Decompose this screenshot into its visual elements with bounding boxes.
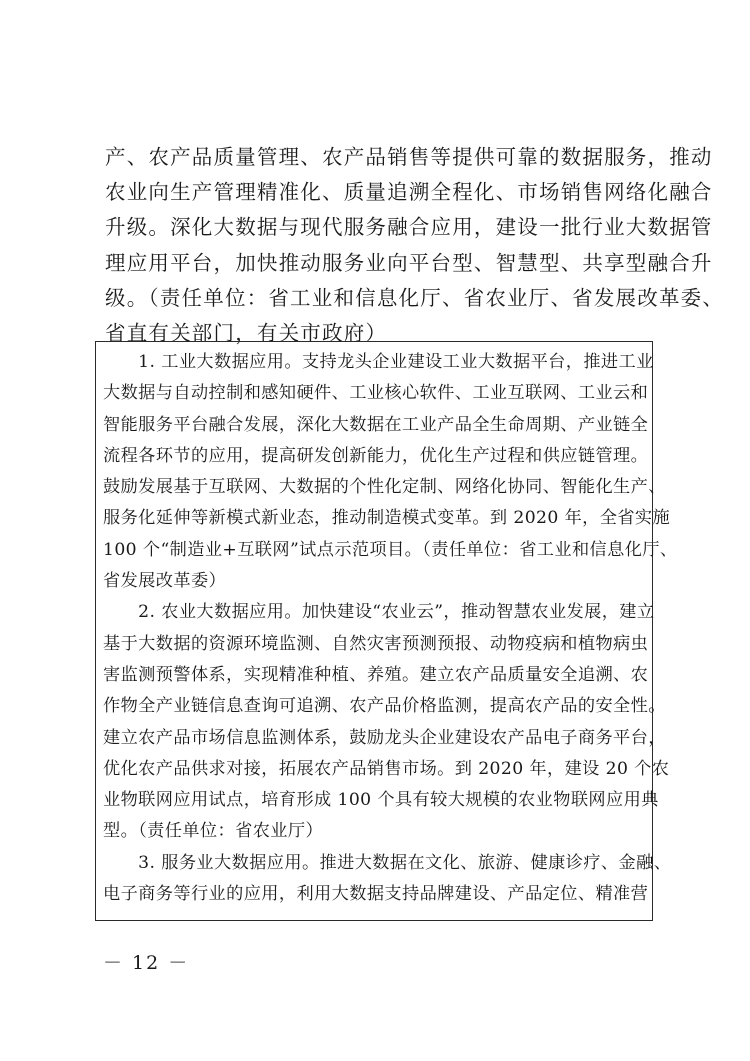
text-line: 升级。深化大数据与现代服务融合应用，建设一批行业大数据管 xyxy=(105,215,713,240)
box-text-line: 鼓励发展基于互联网、大数据的个性化定制、网络化协同、智能化生产、 xyxy=(103,477,666,498)
box-text-line: 电子商务等行业的应用，利用大数据支持品牌建设、产品定位、精准营 xyxy=(103,884,649,905)
box-text-line: 业物联网应用试点，培育形成 100 个具有较大规模的农业物联网应用典 xyxy=(103,790,659,811)
text-line: 省直有关部门，有关市政府） xyxy=(105,321,388,346)
box-text-line: 流程各环节的应用，提高研发创新能力，优化生产过程和供应链管理。 xyxy=(103,445,649,466)
box-text-line: 型。（责任单位：省农业厅） xyxy=(103,821,324,842)
box-text-line: 2. 农业大数据应用。加快建设“农业云”，推动智慧农业发展，建立 xyxy=(103,602,655,623)
box-text-line: 建立农产品市场信息监测体系，鼓励龙头企业建设农产品电子商务平台， xyxy=(103,727,666,748)
box-text-line: 基于大数据的资源环境监测、自然灾害预测预报、动物疫病和植物病虫 xyxy=(103,633,649,654)
page-number: － 12 － xyxy=(103,952,190,974)
box-text-line: 优化农产品供求对接，拓展农产品销售市场。到 2020 年，建设 20 个农 xyxy=(103,758,670,779)
text-line: 级。（责任单位：省工业和信息化厅、省农业厅、省发展改革委、 xyxy=(105,285,725,310)
box-text-line: 害监测预警体系，实现精准种植、养殖。建立农产品质量安全追溯、农 xyxy=(103,664,649,685)
text-line: 产、农产品质量管理、农产品销售等提供可靠的数据服务，推动 xyxy=(105,145,713,169)
box-text-line: 智能服务平台融合发展，深化大数据在工业产品全生命周期、产业链全 xyxy=(103,414,649,435)
text-line: 理应用平台，加快推动服务业向平台型、智慧型、共享型融合升 xyxy=(105,250,713,275)
box-text-line: 省发展改革委） xyxy=(103,571,227,592)
text-line: 农业向生产管理精准化、质量追溯全程化、市场销售网络化融合 xyxy=(105,180,713,205)
box-text-line: 100 个“制造业+互联网”试点示范项目。（责任单位：省工业和信息化厅、 xyxy=(103,539,678,560)
box-text-line: 服务化延伸等新模式新业态，推动制造模式变革。到 2020 年，全省实施 xyxy=(103,508,671,529)
box-text-line: 大数据与自动控制和感知硬件、工业核心软件、工业互联网、工业云和 xyxy=(103,383,649,404)
box-text-line: 3. 服务业大数据应用。推进大数据在文化、旅游、健康诊疗、金融、 xyxy=(103,852,672,873)
box-text-line: 作物全产业链信息查询可追溯、农产品价格监测，提高农产品的安全性。 xyxy=(103,696,666,717)
boxed-section-text xyxy=(103,347,678,910)
box-text-line: 1. 工业大数据应用。支持龙头企业建设工业大数据平台，推进工业 xyxy=(103,352,654,372)
body-paragraph xyxy=(105,140,725,351)
